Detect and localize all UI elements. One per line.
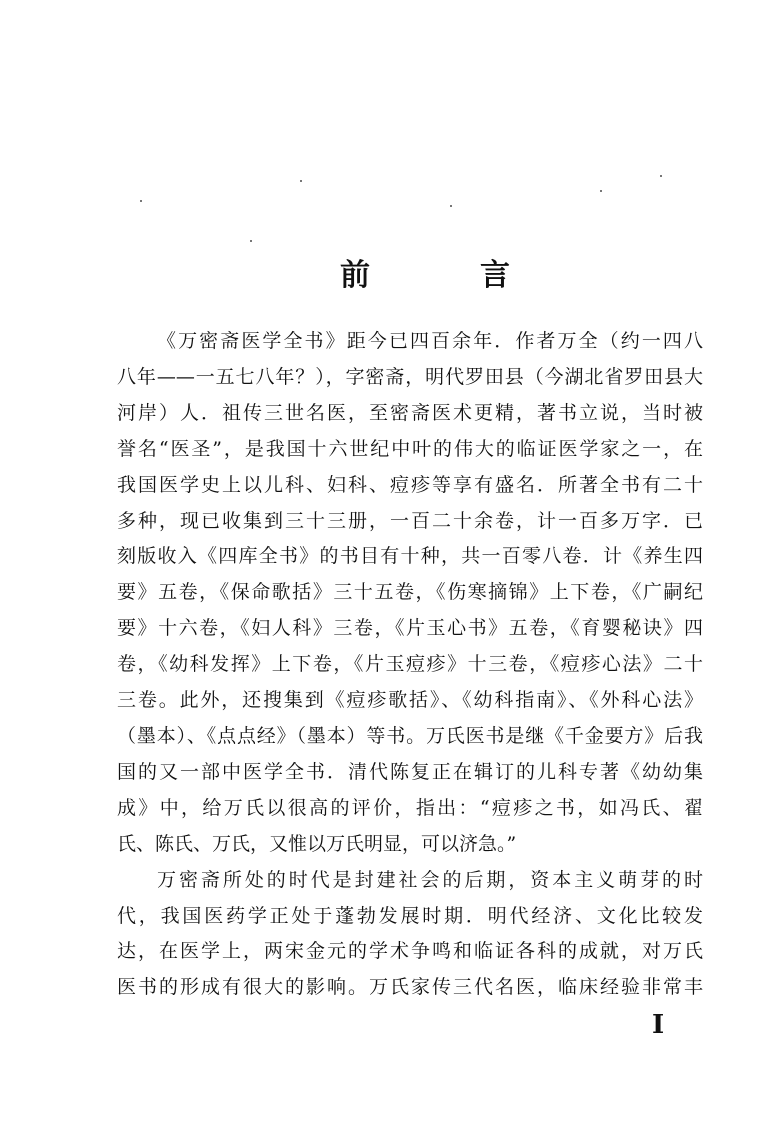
scan-speck bbox=[450, 205, 452, 207]
text-line: 刻版收入《四库全书》的书目有十种，共一百零八卷．计《养生四 bbox=[117, 545, 703, 568]
text-line: 要》五卷，《保命歌括》三十五卷，《伤寒摘锦》上下卷，《广嗣纪 bbox=[117, 581, 703, 604]
title-char: 前 bbox=[340, 258, 370, 293]
page-title bbox=[340, 250, 510, 294]
text-line: 卷，《幼科发挥》上下卷，《片玉痘疹》十三卷，《痘疹心法》二十 bbox=[117, 653, 703, 676]
text-line: 氏、陈氏、万氏，又惟以万氏明显，可以济急。” bbox=[117, 832, 517, 855]
text-line: 三卷。此外，还搜集到《痘疹歌括》、《幼科指南》、《外科心法》 bbox=[117, 689, 703, 712]
scan-speck bbox=[250, 240, 252, 242]
text-line: 医书的形成有很大的影响。万氏家传三代名医，临床经验非常丰 bbox=[117, 976, 703, 999]
scan-speck bbox=[660, 175, 662, 177]
text-line: （墨本）、《点点经》（墨本）等书。万氏医书是继《千金要方》后我 bbox=[117, 724, 703, 747]
text-line: 我国医学史上以儿科、妇科、痘疹等享有盛名．所著全书有二十 bbox=[117, 473, 703, 496]
scan-speck bbox=[600, 190, 602, 192]
text-line: 代，我国医药学正处于蓬勃发展时期．明代经济、文化比较发 bbox=[117, 904, 703, 927]
title-char: 言 bbox=[480, 258, 510, 293]
scan-speck bbox=[140, 200, 142, 202]
text-line: 万密斋所处的时代是封建社会的后期，资本主义萌芽的时 bbox=[157, 868, 703, 891]
text-line: 要》十六卷，《妇人科》三卷，《片玉心书》五卷，《育婴秘诀》四 bbox=[117, 617, 703, 640]
preface-body bbox=[117, 324, 703, 1006]
text-line: 《万密斋医学全书》距今已四百余年．作者万全（约一四八 bbox=[157, 330, 703, 352]
text-line: 达，在医学上，两宋金元的学术争鸣和临证各科的成就，对万氏 bbox=[117, 940, 703, 963]
scan-speck bbox=[300, 180, 302, 182]
text-line: 誉名“医圣”，是我国十六世纪中叶的伟大的临证医学家之一，在 bbox=[117, 437, 703, 460]
text-line: 河岸）人．祖传三世名医，至密斋医术更精，著书立说，当时被 bbox=[117, 401, 703, 424]
text-line: 国的又一部中医学全书．清代陈复正在辑订的儿科专著《幼幼集 bbox=[117, 760, 703, 783]
page-number: I bbox=[652, 1010, 665, 1040]
text-line: 八年——一五七八年？），字密斋，明代罗田县（今湖北省罗田县大 bbox=[117, 365, 703, 388]
text-line: 成》中，给万氏以很高的评价，指出：“痘疹之书，如冯氏、翟 bbox=[117, 796, 703, 819]
text-line: 多种，现已收集到三十三册，一百二十余卷，计一百多万字．已 bbox=[117, 509, 703, 532]
